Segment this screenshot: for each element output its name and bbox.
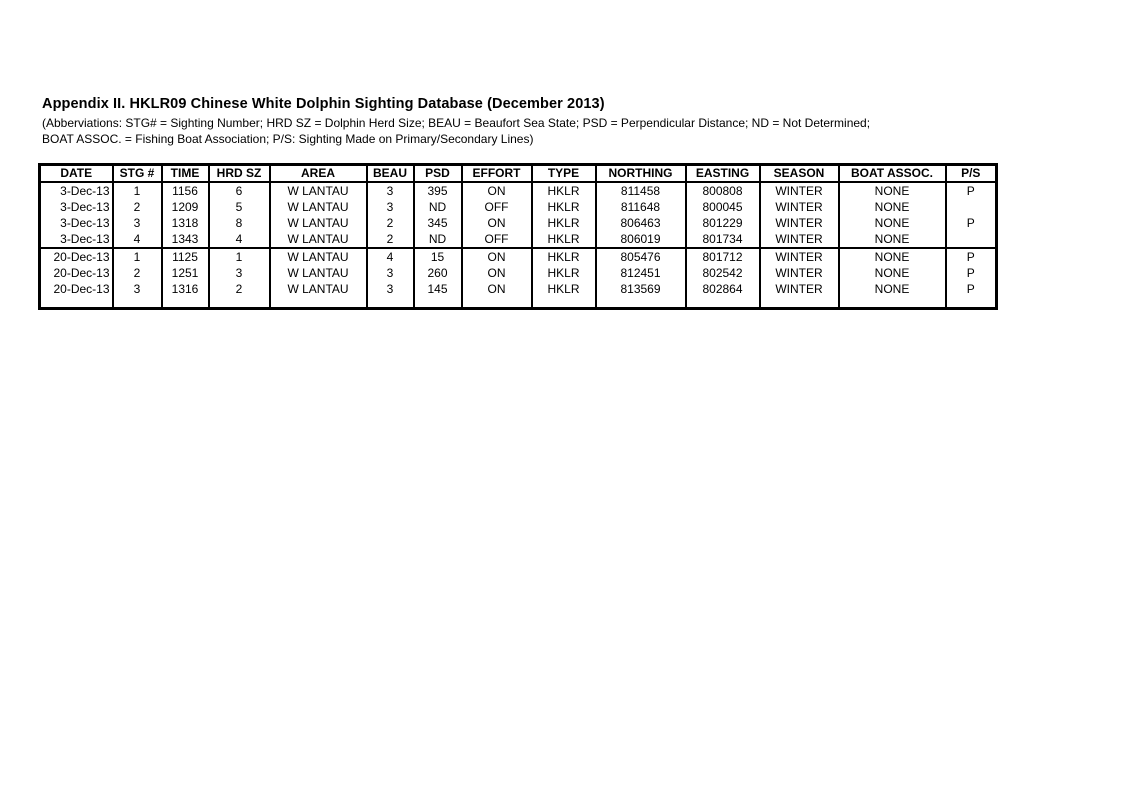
header-northing: NORTHING	[596, 165, 686, 183]
filler-cell	[760, 297, 839, 309]
cell-time: 1251	[162, 265, 209, 281]
cell-boat-assoc: NONE	[839, 231, 946, 248]
cell-effort: ON	[462, 182, 532, 199]
header-easting: EASTING	[686, 165, 760, 183]
cell-effort: OFF	[462, 199, 532, 215]
cell-season: WINTER	[760, 265, 839, 281]
cell-stg: 4	[113, 231, 162, 248]
cell-boat-assoc: NONE	[839, 248, 946, 265]
cell-area: W LANTAU	[270, 199, 367, 215]
cell-area: W LANTAU	[270, 215, 367, 231]
cell-psd: 260	[414, 265, 462, 281]
table-row	[40, 199, 997, 215]
cell-ps: P	[946, 281, 997, 297]
header-type: TYPE	[532, 165, 596, 183]
cell-easting: 801734	[686, 231, 760, 248]
cell-psd: 345	[414, 215, 462, 231]
cell-type: HKLR	[532, 248, 596, 265]
cell-hrd-sz: 6	[209, 182, 270, 199]
cell-ps: P	[946, 248, 997, 265]
cell-beau: 2	[367, 215, 414, 231]
cell-hrd-sz: 8	[209, 215, 270, 231]
cell-boat-assoc: NONE	[839, 265, 946, 281]
filler-cell	[946, 297, 997, 309]
cell-psd: 15	[414, 248, 462, 265]
header-ps: P/S	[946, 165, 997, 183]
header-psd: PSD	[414, 165, 462, 183]
cell-hrd-sz: 3	[209, 265, 270, 281]
cell-northing: 811648	[596, 199, 686, 215]
cell-boat-assoc: NONE	[839, 199, 946, 215]
cell-season: WINTER	[760, 215, 839, 231]
cell-type: HKLR	[532, 281, 596, 297]
header-date: DATE	[40, 165, 113, 183]
cell-date: 3-Dec-13	[40, 199, 113, 215]
cell-ps: P	[946, 215, 997, 231]
cell-type: HKLR	[532, 265, 596, 281]
header-effort: EFFORT	[462, 165, 532, 183]
cell-beau: 4	[367, 248, 414, 265]
cell-season: WINTER	[760, 231, 839, 248]
cell-psd: ND	[414, 231, 462, 248]
cell-easting: 801712	[686, 248, 760, 265]
header-hrd-sz: HRD SZ	[209, 165, 270, 183]
cell-psd: 395	[414, 182, 462, 199]
cell-season: WINTER	[760, 248, 839, 265]
cell-area: W LANTAU	[270, 248, 367, 265]
cell-beau: 3	[367, 199, 414, 215]
cell-beau: 3	[367, 265, 414, 281]
cell-easting: 800808	[686, 182, 760, 199]
abbreviations-line-2: BOAT ASSOC. = Fishing Boat Association; P/S: Sighting Made on Primary/Secondary Lines)	[42, 132, 534, 146]
cell-area: W LANTAU	[270, 182, 367, 199]
table-row	[40, 182, 997, 199]
cell-beau: 2	[367, 231, 414, 248]
filler-cell	[270, 297, 367, 309]
cell-type: HKLR	[532, 231, 596, 248]
cell-psd: ND	[414, 199, 462, 215]
header-season: SEASON	[760, 165, 839, 183]
filler-cell	[367, 297, 414, 309]
filler-cell	[596, 297, 686, 309]
cell-psd: 145	[414, 281, 462, 297]
cell-date: 3-Dec-13	[40, 182, 113, 199]
cell-effort: ON	[462, 265, 532, 281]
cell-time: 1156	[162, 182, 209, 199]
header-boat-assoc: BOAT ASSOC.	[839, 165, 946, 183]
cell-date: 3-Dec-13	[40, 231, 113, 248]
filler-cell	[162, 297, 209, 309]
cell-northing: 806463	[596, 215, 686, 231]
cell-hrd-sz: 1	[209, 248, 270, 265]
cell-season: WINTER	[760, 199, 839, 215]
cell-hrd-sz: 4	[209, 231, 270, 248]
table-header-row	[40, 165, 997, 183]
table-row	[40, 265, 997, 281]
cell-stg: 1	[113, 182, 162, 199]
table-row	[40, 281, 997, 297]
sighting-table	[38, 163, 998, 310]
cell-stg: 3	[113, 215, 162, 231]
filler-cell	[113, 297, 162, 309]
cell-time: 1318	[162, 215, 209, 231]
cell-hrd-sz: 5	[209, 199, 270, 215]
cell-type: HKLR	[532, 215, 596, 231]
filler-cell	[40, 297, 113, 309]
cell-ps	[946, 199, 997, 215]
cell-area: W LANTAU	[270, 265, 367, 281]
cell-effort: ON	[462, 215, 532, 231]
cell-time: 1343	[162, 231, 209, 248]
filler-cell	[839, 297, 946, 309]
cell-area: W LANTAU	[270, 281, 367, 297]
header-beau: BEAU	[367, 165, 414, 183]
cell-easting: 800045	[686, 199, 760, 215]
cell-easting: 802864	[686, 281, 760, 297]
cell-stg: 2	[113, 199, 162, 215]
table-row	[40, 231, 997, 248]
cell-boat-assoc: NONE	[839, 215, 946, 231]
cell-date: 3-Dec-13	[40, 215, 113, 231]
cell-ps: P	[946, 265, 997, 281]
cell-type: HKLR	[532, 199, 596, 215]
cell-effort: ON	[462, 248, 532, 265]
cell-effort: ON	[462, 281, 532, 297]
cell-stg: 1	[113, 248, 162, 265]
cell-northing: 813569	[596, 281, 686, 297]
page-title: Appendix II. HKLR09 Chinese White Dolphin Sighting Database (December 2013)	[42, 96, 605, 112]
filler-cell	[209, 297, 270, 309]
cell-boat-assoc: NONE	[839, 281, 946, 297]
table-row	[40, 248, 997, 265]
filler-cell	[462, 297, 532, 309]
table-row	[40, 215, 997, 231]
abbreviations-line-1: (Abberviations: STG# = Sighting Number; HRD SZ = Dolphin Herd Size; BEAU = Beaufort Sea State; PSD = Perpendicular Distance; ND = Not Determined;	[42, 116, 871, 130]
filler-cell	[414, 297, 462, 309]
cell-area: W LANTAU	[270, 231, 367, 248]
cell-time: 1316	[162, 281, 209, 297]
cell-date: 20-Dec-13	[40, 248, 113, 265]
cell-boat-assoc: NONE	[839, 182, 946, 199]
cell-beau: 3	[367, 182, 414, 199]
cell-northing: 811458	[596, 182, 686, 199]
header-stg: STG #	[113, 165, 162, 183]
cell-time: 1209	[162, 199, 209, 215]
header-area: AREA	[270, 165, 367, 183]
filler-cell	[532, 297, 596, 309]
cell-northing: 806019	[596, 231, 686, 248]
cell-ps: P	[946, 182, 997, 199]
cell-effort: OFF	[462, 231, 532, 248]
filler-cell	[686, 297, 760, 309]
cell-ps	[946, 231, 997, 248]
cell-beau: 3	[367, 281, 414, 297]
cell-date: 20-Dec-13	[40, 265, 113, 281]
cell-easting: 801229	[686, 215, 760, 231]
cell-type: HKLR	[532, 182, 596, 199]
cell-easting: 802542	[686, 265, 760, 281]
cell-time: 1125	[162, 248, 209, 265]
cell-hrd-sz: 2	[209, 281, 270, 297]
cell-date: 20-Dec-13	[40, 281, 113, 297]
cell-stg: 3	[113, 281, 162, 297]
cell-stg: 2	[113, 265, 162, 281]
cell-season: WINTER	[760, 182, 839, 199]
cell-northing: 812451	[596, 265, 686, 281]
cell-season: WINTER	[760, 281, 839, 297]
cell-northing: 805476	[596, 248, 686, 265]
table-filler-row	[40, 297, 997, 309]
header-time: TIME	[162, 165, 209, 183]
